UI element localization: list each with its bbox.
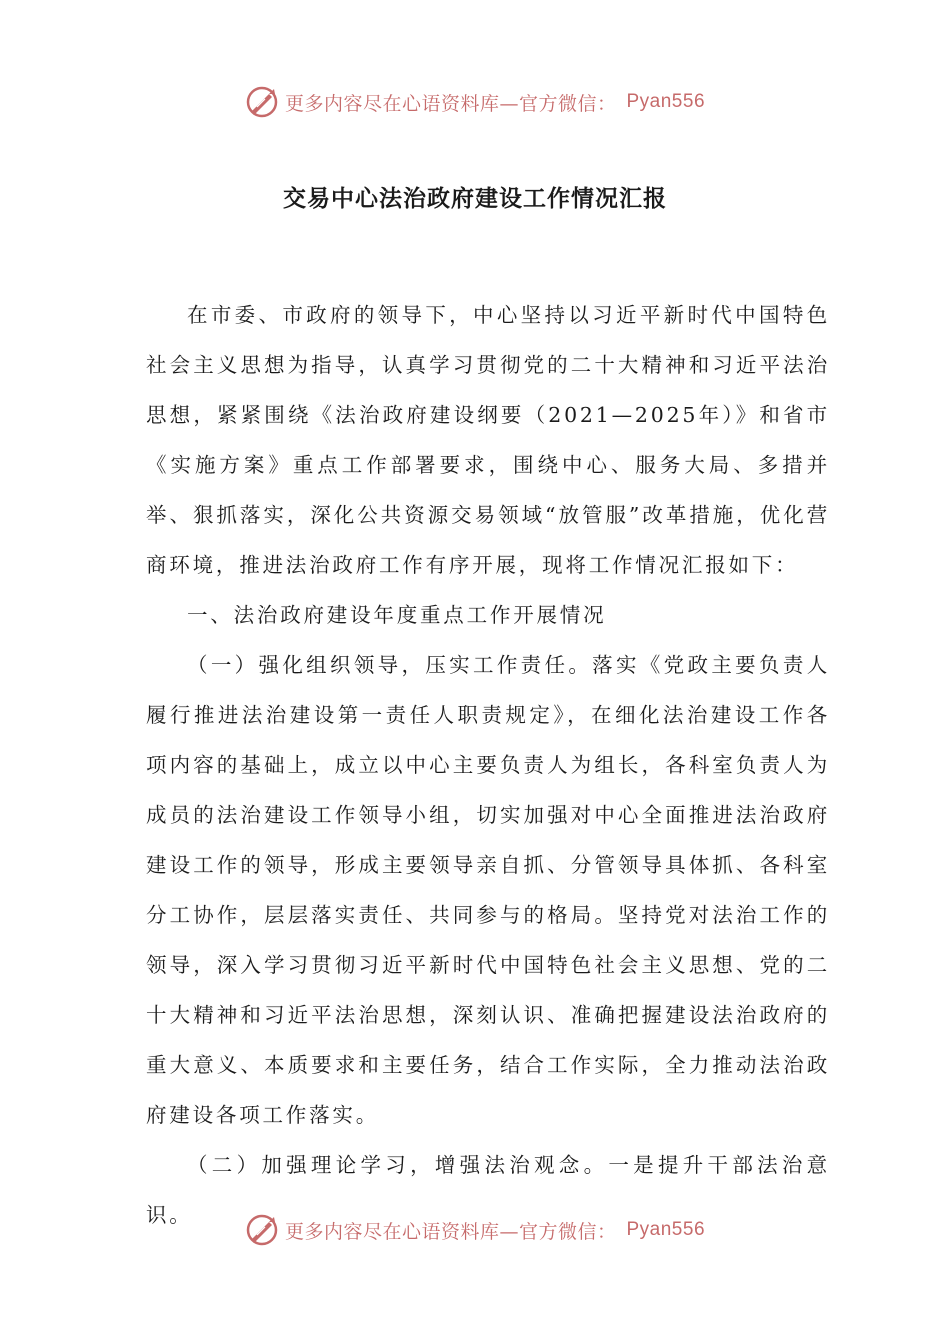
banner-text: 更多内容尽在心语资料库—官方微信： bbox=[284, 92, 617, 115]
section-heading-1: 一、法治政府建设年度重点工作开展情况 bbox=[187, 603, 607, 627]
banner-text: 更多内容尽在心语资料库—官方微信： bbox=[284, 1220, 617, 1243]
pen-quill-logo-icon bbox=[245, 1213, 279, 1247]
pen-quill-logo-icon bbox=[245, 85, 279, 119]
document-body bbox=[146, 290, 830, 1240]
footer-watermark-banner bbox=[0, 1208, 950, 1252]
paragraph-section-1-1: （一）强化组织领导，压实工作责任。落实《党政主要负责人履行推进法治建设第一责任人职责规定》，在细化法治建设工作各项内容的基础上，成立以中心主要负责人为组长，各科室负责人为成员的法治建设工作领导小组，切实加强对中心全面推进法治政府建设工作的领导，形成主要领导亲自抓、分管领导具体抓、各科室分工协作，层层落实责任、共同参与的格局。坚持党对法治工作的领导，深入学习贯彻习近平新时代中国特色社会主义思想、党的二十大精神和习近平法治思想，深刻认识、准确把握建设法治政府的重大意义、本质要求和主要任务，结合工作实际，全力推动法治政府建设各项工作落实。 bbox=[146, 653, 830, 1127]
banner-wechat-id: Pyan556 bbox=[626, 91, 706, 112]
banner-wechat-id: Pyan556 bbox=[626, 1219, 706, 1240]
paragraph-intro: 在市委、市政府的领导下，中心坚持以习近平新时代中国特色社会主义思想为指导，认真学习贯彻党的二十大精神和习近平法治思想，紧紧围绕《法治政府建设纲要（2021—2025年）》和省市《实施方案》重点工作部署要求，围绕中心、服务大局、多措并举、狠抓落实，深化公共资源交易领域“放管服”改革措施，优化营商环境，推进法治政府工作有序开展，现将工作情况汇报如下： bbox=[146, 303, 830, 577]
document-title: 交易中心法治政府建设工作情况汇报 bbox=[283, 185, 667, 212]
paragraph-section-1-2: （二）加强理论学习，增强法治观念。一是提升干部法治意识。 bbox=[146, 1153, 830, 1227]
header-watermark-banner bbox=[0, 80, 950, 124]
